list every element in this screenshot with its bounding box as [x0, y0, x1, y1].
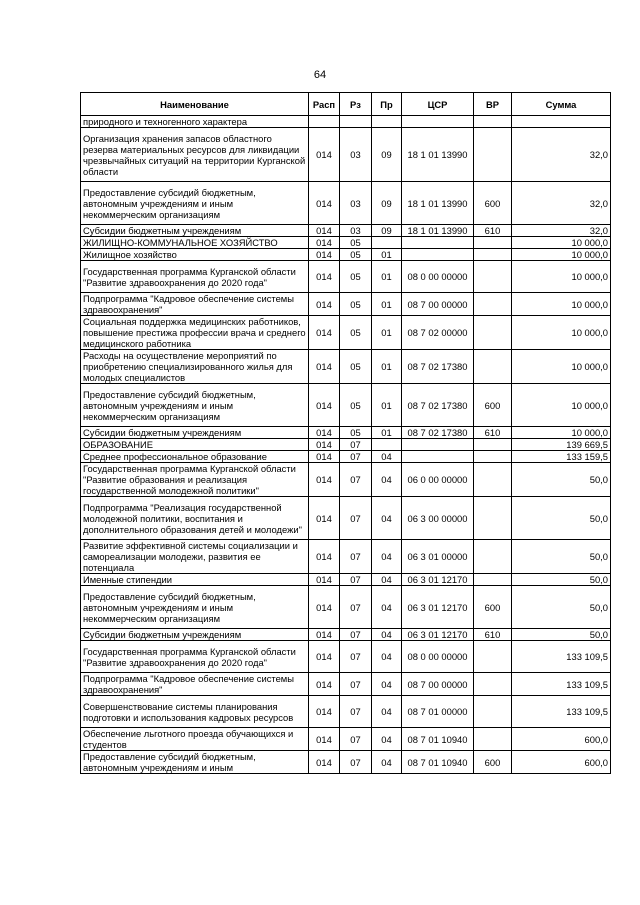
cell-name: Подпрограмма "Кадровое обеспечение системы здравоохранения" — [81, 673, 309, 696]
cell-rz: 05 — [340, 427, 372, 439]
cell-vr: 600 — [474, 384, 512, 427]
cell-csr: 08 0 00 00000 — [402, 641, 474, 673]
cell-pr: 04 — [372, 629, 402, 641]
cell-pr — [372, 439, 402, 451]
cell-rasp: 014 — [309, 182, 340, 225]
table-row — [81, 350, 611, 384]
cell-vr: 610 — [474, 225, 512, 237]
cell-rasp: 014 — [309, 293, 340, 316]
table-row — [81, 261, 611, 293]
table-row — [81, 586, 611, 629]
cell-sum: 50,0 — [512, 574, 611, 586]
cell-vr — [474, 261, 512, 293]
cell-name: Предоставление субсидий бюджетным, автономным учреждениям и иным некоммерческим организациям — [81, 586, 309, 629]
cell-csr: 08 7 02 17380 — [402, 350, 474, 384]
cell-name: Субсидии бюджетным учреждениям — [81, 225, 309, 237]
cell-rasp: 014 — [309, 427, 340, 439]
cell-rasp: 014 — [309, 128, 340, 182]
cell-vr — [474, 673, 512, 696]
cell-csr — [402, 451, 474, 463]
cell-name: Социальная поддержка медицинских работников, повышение престижа профессии врача и среднего медицинского работника — [81, 316, 309, 350]
table-row — [81, 116, 611, 128]
cell-csr: 08 7 00 00000 — [402, 293, 474, 316]
cell-rz: 07 — [340, 586, 372, 629]
cell-csr: 08 7 02 17380 — [402, 384, 474, 427]
cell-name: Совершенствование системы планирования подготовки и использования кадровых ресурсов — [81, 696, 309, 728]
cell-sum: 10 000,0 — [512, 293, 611, 316]
cell-rz: 07 — [340, 629, 372, 641]
table-row — [81, 497, 611, 540]
cell-sum: 139 669,5 — [512, 439, 611, 451]
cell-csr: 08 7 02 17380 — [402, 427, 474, 439]
cell-rasp: 014 — [309, 574, 340, 586]
cell-csr: 06 0 00 00000 — [402, 463, 474, 497]
cell-rz: 05 — [340, 384, 372, 427]
cell-vr — [474, 463, 512, 497]
cell-vr — [474, 728, 512, 751]
cell-rz: 03 — [340, 128, 372, 182]
cell-sum: 50,0 — [512, 629, 611, 641]
cell-vr — [474, 451, 512, 463]
cell-name: Предоставление субсидий бюджетным, автономным учреждениям и иным некоммерческим организациям — [81, 182, 309, 225]
cell-rasp: 014 — [309, 451, 340, 463]
cell-csr: 06 3 01 12170 — [402, 574, 474, 586]
col-header-csr: ЦСР — [402, 93, 474, 116]
cell-rz: 07 — [340, 751, 372, 774]
cell-rz: 07 — [340, 696, 372, 728]
cell-pr: 04 — [372, 497, 402, 540]
cell-sum: 133 109,5 — [512, 696, 611, 728]
cell-name: Подпрограмма "Реализация государственной молодежной политики, воспитания и дополнительного образования детей и молодежи" — [81, 497, 309, 540]
cell-csr: 06 3 01 00000 — [402, 540, 474, 574]
cell-pr: 04 — [372, 586, 402, 629]
table-row — [81, 293, 611, 316]
cell-vr — [474, 574, 512, 586]
col-header-sum: Сумма — [512, 93, 611, 116]
cell-csr: 18 1 01 13990 — [402, 182, 474, 225]
cell-rz: 05 — [340, 249, 372, 261]
table-row — [81, 427, 611, 439]
cell-csr — [402, 249, 474, 261]
cell-name: Предоставление субсидий бюджетным, автономным учреждениям и иным — [81, 751, 309, 774]
table-row — [81, 128, 611, 182]
cell-vr — [474, 497, 512, 540]
cell-csr: 08 7 01 00000 — [402, 696, 474, 728]
cell-rasp: 014 — [309, 751, 340, 774]
cell-rasp: 014 — [309, 249, 340, 261]
page-number: 64 — [313, 69, 327, 81]
table-row — [81, 641, 611, 673]
cell-name: Государственная программа Курганской области "Развитие здравоохранения до 2020 года" — [81, 261, 309, 293]
cell-rz: 07 — [340, 540, 372, 574]
cell-rasp: 014 — [309, 384, 340, 427]
cell-csr: 08 0 00 00000 — [402, 261, 474, 293]
cell-sum: 133 159,5 — [512, 451, 611, 463]
cell-pr: 01 — [372, 427, 402, 439]
cell-rz: 05 — [340, 293, 372, 316]
cell-rz: 07 — [340, 497, 372, 540]
cell-sum: 10 000,0 — [512, 237, 611, 249]
cell-rasp: 014 — [309, 728, 340, 751]
cell-rz: 05 — [340, 261, 372, 293]
cell-csr: 06 3 00 00000 — [402, 497, 474, 540]
cell-csr: 18 1 01 13990 — [402, 128, 474, 182]
cell-pr — [372, 116, 402, 128]
cell-vr: 600 — [474, 182, 512, 225]
cell-rz — [340, 116, 372, 128]
cell-vr — [474, 316, 512, 350]
cell-name: Обеспечение льготного проезда обучающихся и студентов — [81, 728, 309, 751]
cell-rz: 07 — [340, 439, 372, 451]
cell-rz: 07 — [340, 641, 372, 673]
table-row — [81, 728, 611, 751]
cell-name: Развитие эффективной системы социализации и самореализации молодежи, развития ее потенциала — [81, 540, 309, 574]
cell-sum: 10 000,0 — [512, 427, 611, 439]
cell-pr: 09 — [372, 225, 402, 237]
cell-csr: 08 7 02 00000 — [402, 316, 474, 350]
cell-rasp: 014 — [309, 586, 340, 629]
cell-pr — [372, 237, 402, 249]
cell-pr: 01 — [372, 316, 402, 350]
table-row — [81, 751, 611, 774]
cell-vr — [474, 128, 512, 182]
cell-sum: 10 000,0 — [512, 384, 611, 427]
cell-name: Субсидии бюджетным учреждениям — [81, 629, 309, 641]
header-row — [81, 93, 611, 116]
cell-vr — [474, 116, 512, 128]
cell-rz: 07 — [340, 574, 372, 586]
cell-rasp: 014 — [309, 463, 340, 497]
cell-rasp — [309, 116, 340, 128]
table-row — [81, 696, 611, 728]
table-row — [81, 249, 611, 261]
cell-rasp: 014 — [309, 439, 340, 451]
cell-vr: 600 — [474, 751, 512, 774]
cell-sum: 133 109,5 — [512, 673, 611, 696]
cell-rz: 07 — [340, 451, 372, 463]
cell-pr: 04 — [372, 574, 402, 586]
cell-csr: 18 1 01 13990 — [402, 225, 474, 237]
cell-pr: 04 — [372, 696, 402, 728]
cell-name: Расходы на осуществление мероприятий по приобретению специализированного жилья для молодых специалистов — [81, 350, 309, 384]
cell-vr — [474, 540, 512, 574]
cell-pr: 09 — [372, 182, 402, 225]
cell-csr: 06 3 01 12170 — [402, 586, 474, 629]
cell-name: Государственная программа Курганской области "Развитие образования и реализация государственной молодежной политики" — [81, 463, 309, 497]
table-row — [81, 629, 611, 641]
table-row — [81, 540, 611, 574]
cell-sum: 50,0 — [512, 463, 611, 497]
col-header-rasp: Расп — [309, 93, 340, 116]
cell-pr: 04 — [372, 728, 402, 751]
cell-pr: 04 — [372, 540, 402, 574]
cell-sum: 133 109,5 — [512, 641, 611, 673]
cell-name: природного и техногенного характера — [81, 116, 309, 128]
table-body — [81, 116, 611, 774]
table-row — [81, 237, 611, 249]
cell-sum: 50,0 — [512, 540, 611, 574]
col-header-vr: ВР — [474, 93, 512, 116]
cell-vr: 610 — [474, 629, 512, 641]
cell-rz: 03 — [340, 182, 372, 225]
cell-name: Предоставление субсидий бюджетным, автономным учреждениям и иным некоммерческим организациям — [81, 384, 309, 427]
table-row — [81, 225, 611, 237]
cell-rasp: 014 — [309, 673, 340, 696]
cell-vr — [474, 249, 512, 261]
cell-sum: 50,0 — [512, 586, 611, 629]
cell-name: Государственная программа Курганской области "Развитие здравоохранения до 2020 года" — [81, 641, 309, 673]
cell-csr — [402, 439, 474, 451]
cell-vr — [474, 439, 512, 451]
cell-name: Субсидии бюджетным учреждениям — [81, 427, 309, 439]
cell-csr: 08 7 01 10940 — [402, 728, 474, 751]
cell-rz: 05 — [340, 350, 372, 384]
cell-pr: 04 — [372, 463, 402, 497]
cell-sum: 10 000,0 — [512, 316, 611, 350]
budget-table — [80, 92, 611, 774]
cell-rasp: 014 — [309, 641, 340, 673]
cell-pr: 04 — [372, 451, 402, 463]
col-header-pr: Пр — [372, 93, 402, 116]
cell-sum: 10 000,0 — [512, 261, 611, 293]
cell-name: Подпрограмма "Кадровое обеспечение системы здравоохранения" — [81, 293, 309, 316]
cell-rasp: 014 — [309, 225, 340, 237]
cell-sum — [512, 116, 611, 128]
cell-pr: 01 — [372, 293, 402, 316]
cell-vr — [474, 641, 512, 673]
cell-vr — [474, 696, 512, 728]
table-row — [81, 316, 611, 350]
cell-sum: 32,0 — [512, 225, 611, 237]
table-row — [81, 439, 611, 451]
cell-sum: 32,0 — [512, 182, 611, 225]
cell-csr — [402, 116, 474, 128]
table-row — [81, 673, 611, 696]
col-header-rz: Рз — [340, 93, 372, 116]
cell-sum: 600,0 — [512, 728, 611, 751]
cell-rz: 07 — [340, 673, 372, 696]
cell-sum: 600,0 — [512, 751, 611, 774]
cell-sum: 10 000,0 — [512, 249, 611, 261]
cell-pr: 09 — [372, 128, 402, 182]
cell-sum: 50,0 — [512, 497, 611, 540]
table-row — [81, 463, 611, 497]
cell-rasp: 014 — [309, 540, 340, 574]
cell-rasp: 014 — [309, 629, 340, 641]
cell-name: ЖИЛИЩНО-КОММУНАЛЬНОЕ ХОЗЯЙСТВО — [81, 237, 309, 249]
cell-name: Среднее профессиональное образование — [81, 451, 309, 463]
cell-rz: 03 — [340, 225, 372, 237]
cell-pr: 04 — [372, 751, 402, 774]
cell-rasp: 014 — [309, 237, 340, 249]
cell-csr: 08 7 00 00000 — [402, 673, 474, 696]
cell-name: ОБРАЗОВАНИЕ — [81, 439, 309, 451]
cell-rasp: 014 — [309, 350, 340, 384]
cell-rz: 07 — [340, 463, 372, 497]
cell-vr — [474, 350, 512, 384]
cell-rasp: 014 — [309, 316, 340, 350]
cell-pr: 04 — [372, 641, 402, 673]
cell-vr: 600 — [474, 586, 512, 629]
cell-pr: 01 — [372, 249, 402, 261]
cell-rasp: 014 — [309, 696, 340, 728]
cell-vr — [474, 293, 512, 316]
cell-pr: 01 — [372, 384, 402, 427]
cell-rz: 05 — [340, 237, 372, 249]
cell-pr: 04 — [372, 673, 402, 696]
cell-name: Жилищное хозяйство — [81, 249, 309, 261]
cell-sum: 32,0 — [512, 128, 611, 182]
cell-csr: 08 7 01 10940 — [402, 751, 474, 774]
cell-pr: 01 — [372, 350, 402, 384]
cell-pr: 01 — [372, 261, 402, 293]
cell-csr — [402, 237, 474, 249]
cell-vr — [474, 237, 512, 249]
cell-name: Организация хранения запасов областного резерва материальных ресурсов для ликвидации чрезвычайных ситуаций на территории Курганской области — [81, 128, 309, 182]
col-header-name: Наименование — [81, 93, 309, 116]
table-row — [81, 451, 611, 463]
table-row — [81, 574, 611, 586]
cell-rasp: 014 — [309, 497, 340, 540]
cell-vr: 610 — [474, 427, 512, 439]
table-row — [81, 384, 611, 427]
cell-rasp: 014 — [309, 261, 340, 293]
cell-rz: 07 — [340, 728, 372, 751]
cell-name: Именные стипендии — [81, 574, 309, 586]
table-row — [81, 182, 611, 225]
cell-csr: 06 3 01 12170 — [402, 629, 474, 641]
cell-rz: 05 — [340, 316, 372, 350]
cell-sum: 10 000,0 — [512, 350, 611, 384]
